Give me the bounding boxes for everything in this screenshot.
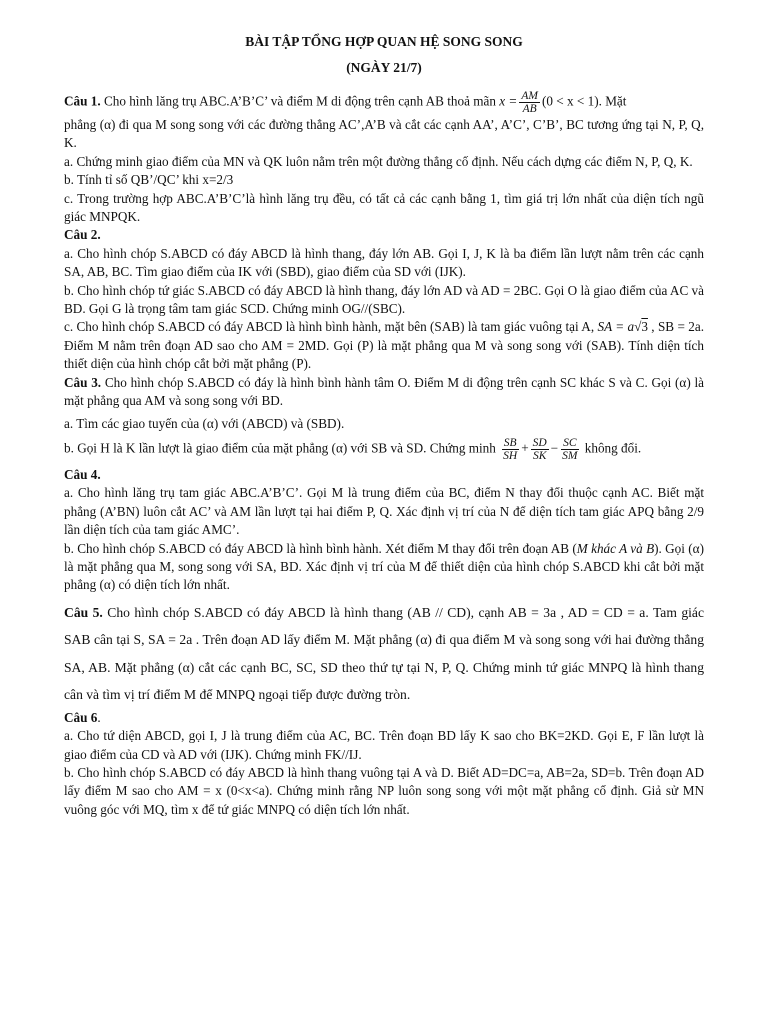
question-1-part-b: b. Tính tỉ số QB’/QC’ khi x=2/3	[64, 172, 234, 188]
question-6-part-a: a. Cho tứ diện ABCD, gọi I, J là trung điểm của AC, BC. Trên đoạn BD lấy K sao cho BK=2KD. Gọi E, F lần lượt là giao điểm của CD và AD với (IJK). Chứng minh FK//IJ.	[64, 728, 704, 762]
question-3-part-b: b. Gọi H là K lần lượt là giao điểm của mặt phẳng (α) với SB và SD. Chứng minh $\frac{SB}{SH}$ + $\frac{SD}{SK}$ − $\frac{SC}{SM}$ không đổi.	[64, 436, 642, 462]
question-3-intro: Câu 3. Cho hình chóp S.ABCD có đáy là hình bình hành tâm O. Điểm M di động trên cạnh SC khác S và C. Gọi (α) là mặt phẳng qua AM và song song với BD.	[64, 374, 704, 409]
question-6-label: Câu 6.	[64, 709, 101, 725]
question-4-part-a: a. Cho hình lăng trụ tam giác ABC.A’B’C’. Gọi M là trung điểm của BC, điểm N thay đổi thuộc cạnh AC. Biết mặt phẳng (A’BN) luôn cắt AC’ và AM lần lượt tại hai điểm P, Q. Xác định vị trí của N để diện tích tam giác APQ bằng 2/9 lần diện tích của tam giác AMC’.	[64, 485, 704, 538]
question-4-part-b: b. Cho hình chóp S.ABCD có đáy ABCD là hình bình hành. Xét điểm M thay đổi trên đoạn AB (M khác A và B). Gọi (α) là mặt phẳng qua M, song song với SA, BD. Xác định vị trí của M để thiết diện của hình chóp S.ABCD khi cắt bởi mặt phẳng (α) có diện tích lớn nhất.	[64, 540, 704, 593]
question-1-part-a: a. Chứng minh giao điểm của MN và QK luôn nằm trên một đường thẳng cố định. Nếu cách dựng các điểm N, P, Q, K.	[64, 153, 693, 169]
question-1-label: Câu 1.	[64, 93, 101, 109]
question-1-plane: phẳng (α) đi qua M song song với các đường thẳng AC’,A’B và cắt các cạnh AA’, A’C’, C’B’, BC tương ứng tại N, P, Q, K.	[64, 117, 704, 151]
fraction-am-ab: $\frac{AM}{AB}$	[521, 90, 538, 115]
document-page	[64, 30, 704, 819]
question-6-part-b: b. Cho hình chóp S.ABCD có đáy ABCD là hình thang vuông tại A và D. Biết AD=DC=a, AB=2a, SD=b. Trên đoạn AD lấy điểm M sao cho AM = x (0<x<a). Chứng minh rằng NP luôn song song với một mặt phẳng cố định. Giả sử MN vuông góc với MQ, tìm x để tứ giác MNPQ có diện tích lớn nhất.	[64, 764, 704, 817]
question-5: Câu 5. Cho hình chóp S.ABCD có đáy ABCD là hình thang (AB // CD), cạnh AB = 3a , AD = CD = a. Tam giác SAB cân tại S, SA = 2a . Trên đoạn AD lấy điểm M. Mặt phẳng (α) đi qua điểm M và song song với hai đường thẳng SA, AB. Mặt phẳng (α) cắt các cạnh BC, SC, SD theo thứ tự tại N, P, Q. Chứng minh tứ giác MNPQ là hình thang cân và tìm vị trí điểm M để MNPQ ngoại tiếp được đường tròn.	[64, 604, 704, 703]
question-1-part-c: c. Trong trường hợp ABC.A’B’C’là hình lăng trụ đều, có tất cả các cạnh bằng 1, tìm giá trị lớn nhất của diện tích ngũ giác MNPQK.	[64, 190, 704, 225]
fraction-sb-sh: $\frac{SB}{SH}$	[503, 436, 518, 462]
question-2-part-b: b. Cho hình chóp tứ giác S.ABCD có đáy ABCD là hình thang, đáy lớn AD và AD = 2BC. Gọi O là giao điểm của AC và BD. Gọi G là trọng tâm tam giác SCD. Chứng minh OG//(SBC).	[64, 282, 704, 317]
fraction-sd-sk: $\frac{SD}{SK}$	[532, 436, 547, 462]
fraction-sc-sm: $\frac{SC}{SM}$	[562, 436, 578, 462]
question-5-label: Câu 5.	[64, 604, 103, 620]
question-2-part-a: a. Cho hình chóp S.ABCD có đáy ABCD là hình thang, đáy lớn AB. Gọi I, J, K là ba điểm lần lượt nằm trên các cạnh SA, AB, BC. Tìm giao điểm của IK với (SBD), giao điểm của SD với (IJK).	[64, 245, 704, 280]
question-2-part-c: c. Cho hình chóp S.ABCD có đáy ABCD là hình bình hành, mặt bên (SAB) là tam giác vuông tại A, SA = a√3 , SB = 2a. Điểm M nằm trên đoạn AD sao cho AM = 2MD. Gọi (P) là mặt phẳng qua M và song song với (SAB). Tính diện tích thiết diện của hình chóp cắt bởi mặt phẳng (P).	[64, 319, 704, 372]
document-date: (NGÀY 21/7)	[346, 60, 422, 75]
question-3-label: Câu 3.	[64, 374, 102, 390]
question-2-label: Câu 2.	[64, 227, 101, 243]
question-1-intro: Câu 1. Cho hình lăng trụ ABC.A’B’C’ và điểm M di động trên cạnh AB thoả mãn x = $\frac{AM}{AB}$ (0 < x < 1). Mặt	[64, 90, 627, 115]
question-4-label: Câu 4.	[64, 466, 101, 482]
sqrt-expression: SA = a√3	[597, 319, 648, 335]
question-3-part-a: a. Tìm các giao tuyến của (α) với (ABCD) và (SBD).	[64, 415, 345, 431]
document-title: BÀI TẬP TỔNG HỢP QUAN HỆ SONG SONG	[245, 34, 523, 49]
